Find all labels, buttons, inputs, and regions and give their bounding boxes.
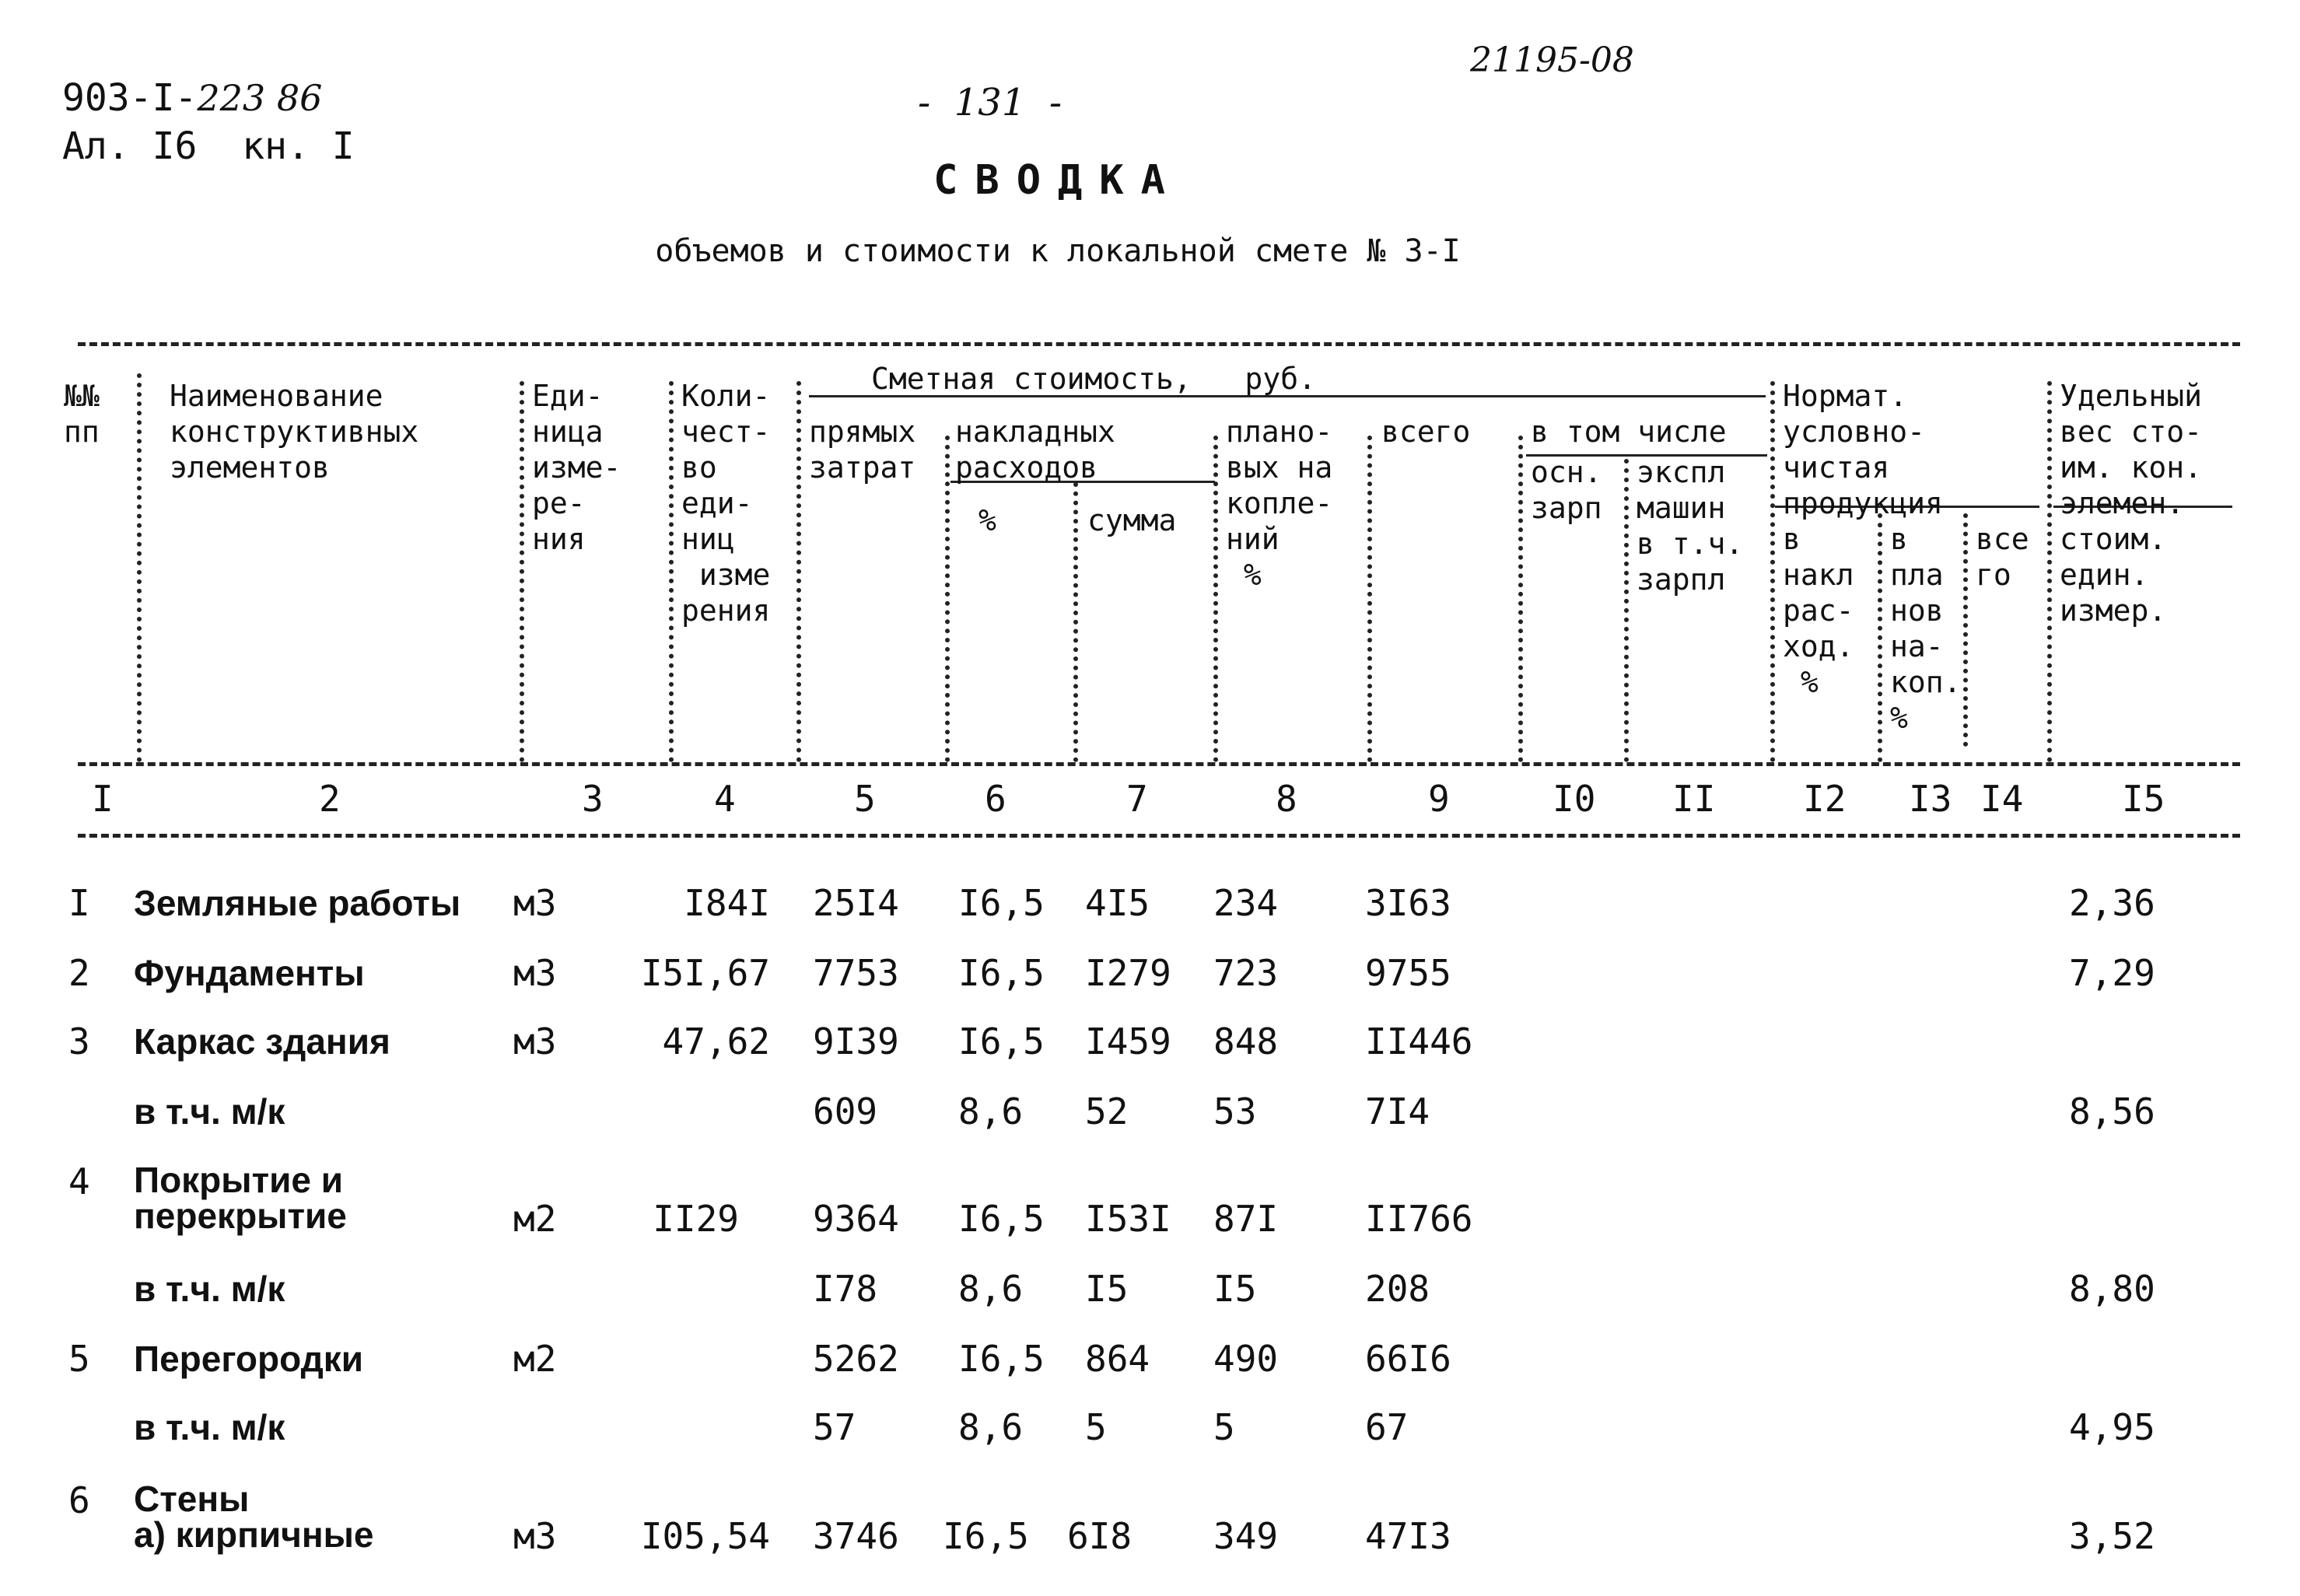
album-line: Ал. I6 кн. I bbox=[62, 124, 355, 168]
row-name: в т.ч. м/к bbox=[134, 1407, 285, 1447]
row-planned: 234 bbox=[1213, 882, 1279, 924]
column-divider bbox=[796, 381, 801, 762]
header-norm: Нормат. условно- чистая продукция bbox=[1783, 379, 1943, 520]
column-number: II bbox=[1672, 778, 1716, 820]
row-overhead-pct: 8,6 bbox=[958, 1090, 1024, 1132]
header-specific-weight: Удельный вес сто- им. кон. элемен. стоим. един. измер. bbox=[2060, 379, 2203, 628]
row-direct-cost: 609 bbox=[813, 1090, 878, 1132]
row-overhead-sum: I279 bbox=[1085, 952, 1171, 994]
page-number: - 131 - bbox=[918, 81, 1062, 124]
row-overhead-sum: 6I8 bbox=[1067, 1515, 1132, 1557]
row-number: 6 bbox=[68, 1479, 90, 1521]
row-quantity: I5I,67 bbox=[640, 952, 770, 994]
row-number: 5 bbox=[68, 1338, 90, 1380]
row-direct-cost: 9I39 bbox=[813, 1020, 899, 1062]
column-divider bbox=[669, 381, 674, 762]
row-total: 3I63 bbox=[1365, 882, 1451, 924]
row-direct-cost: 9364 bbox=[813, 1198, 899, 1240]
row-specific-weight: 8,80 bbox=[2069, 1268, 2155, 1310]
document-code bbox=[62, 75, 322, 121]
header-cost-group: Сметная стоимость, руб. bbox=[871, 362, 1316, 396]
header-incl: в том числе bbox=[1531, 415, 1727, 449]
row-direct-cost: 5262 bbox=[813, 1338, 899, 1380]
column-divider bbox=[945, 436, 950, 762]
row-name: Земляные работы bbox=[134, 883, 461, 923]
column-divider bbox=[520, 381, 524, 762]
row-overhead-pct: 8,6 bbox=[958, 1268, 1024, 1310]
handwritten-stamp: 21195-08 bbox=[1470, 40, 1634, 80]
row-overhead-sum: 52 bbox=[1085, 1090, 1129, 1132]
row-total: II446 bbox=[1365, 1020, 1473, 1062]
column-divider bbox=[1770, 381, 1775, 762]
row-direct-cost: 25I4 bbox=[813, 882, 899, 924]
row-total: 47I3 bbox=[1365, 1515, 1451, 1557]
header-bottom-rule bbox=[78, 762, 2240, 766]
table-top-rule bbox=[78, 342, 2240, 346]
row-unit: м2 bbox=[513, 1198, 557, 1240]
header-total: всего bbox=[1381, 415, 1471, 449]
header-quantity: Коли- чест- во еди- ниц изме рения bbox=[681, 379, 771, 628]
row-total: 208 bbox=[1365, 1268, 1430, 1310]
row-overhead-sum: 5 bbox=[1085, 1406, 1107, 1448]
column-number: 9 bbox=[1428, 778, 1450, 820]
page-title: СВОДКА bbox=[933, 157, 1182, 204]
header-machines: экспл машин в т.ч. зарпл bbox=[1637, 455, 1744, 597]
row-specific-weight: 3,52 bbox=[2069, 1515, 2155, 1557]
row-specific-weight: 8,56 bbox=[2069, 1090, 2155, 1132]
column-number: I4 bbox=[1980, 778, 2024, 820]
row-specific-weight: 7,29 bbox=[2069, 952, 2155, 994]
header-norm-overhead: в накл рас- ход. % bbox=[1783, 522, 1854, 699]
row-overhead-pct: I6,5 bbox=[958, 882, 1045, 924]
row-unit: м2 bbox=[513, 1338, 557, 1380]
column-number: I3 bbox=[1909, 778, 1952, 820]
header-no: №№ пп bbox=[64, 379, 100, 449]
column-number: 5 bbox=[854, 778, 876, 820]
row-specific-weight: 2,36 bbox=[2069, 882, 2155, 924]
row-overhead-pct: I6,5 bbox=[958, 952, 1045, 994]
column-number: 6 bbox=[985, 778, 1006, 820]
row-quantity: I05,54 bbox=[640, 1515, 770, 1557]
header-unit: Еди- ница изме- ре- ния bbox=[532, 379, 621, 556]
column-number: 3 bbox=[582, 778, 604, 820]
header-overhead-sum: сумма bbox=[1087, 503, 1177, 537]
row-direct-cost: 7753 bbox=[813, 952, 899, 994]
column-number: 2 bbox=[319, 778, 341, 820]
document-code-handwritten: 223 86 bbox=[197, 77, 323, 119]
column-divider bbox=[1213, 436, 1218, 762]
row-name: в т.ч. м/к bbox=[134, 1269, 285, 1309]
row-overhead-pct: I6,5 bbox=[958, 1020, 1045, 1062]
header-name: Наименование конструктивных элементов bbox=[170, 379, 419, 485]
document-code-prefix: 903-I- bbox=[62, 76, 198, 120]
column-numbers-rule bbox=[78, 834, 2240, 838]
column-divider bbox=[1367, 436, 1372, 762]
column-number: I5 bbox=[2122, 778, 2165, 820]
row-overhead-sum: I5 bbox=[1085, 1268, 1129, 1310]
row-unit: м3 bbox=[513, 1515, 557, 1557]
header-base-wage: осн. зарп bbox=[1531, 455, 1602, 525]
row-planned: 723 bbox=[1213, 952, 1279, 994]
row-name: в т.ч. м/к bbox=[134, 1091, 285, 1132]
page-subtitle: объемов и стоимости к локальной смете № 3-I bbox=[655, 233, 1461, 269]
row-overhead-sum: I459 bbox=[1085, 1020, 1171, 1062]
row-unit: м3 bbox=[513, 882, 557, 924]
row-overhead-sum: 4I5 bbox=[1085, 882, 1150, 924]
row-total: 67 bbox=[1365, 1406, 1409, 1448]
row-direct-cost: 57 bbox=[813, 1406, 856, 1448]
row-overhead-sum: I53I bbox=[1085, 1198, 1171, 1240]
row-direct-cost: 3746 bbox=[813, 1515, 899, 1557]
column-divider bbox=[1963, 513, 1968, 747]
row-unit: м3 bbox=[513, 952, 557, 994]
row-planned: 490 bbox=[1213, 1338, 1279, 1380]
row-planned: 848 bbox=[1213, 1020, 1279, 1062]
column-number: 4 bbox=[714, 778, 736, 820]
column-divider bbox=[1518, 436, 1523, 762]
row-name: Фундаменты bbox=[134, 953, 365, 993]
header-norm-planned: в пла нов на- коп. % bbox=[1890, 522, 1962, 735]
column-divider bbox=[137, 373, 142, 762]
row-total: II766 bbox=[1365, 1198, 1473, 1240]
row-planned: 53 bbox=[1213, 1090, 1257, 1132]
row-overhead-pct: I6,5 bbox=[958, 1198, 1045, 1240]
row-direct-cost: I78 bbox=[813, 1268, 878, 1310]
row-total: 66I6 bbox=[1365, 1338, 1451, 1380]
row-name: Каркас здания bbox=[134, 1021, 390, 1062]
column-number: 7 bbox=[1126, 778, 1148, 820]
header-direct: прямых затрат bbox=[809, 415, 916, 485]
header-norm-total: все го bbox=[1976, 522, 2029, 592]
row-overhead-pct: I6,5 bbox=[958, 1338, 1045, 1380]
header-overhead-pct: % bbox=[978, 503, 996, 537]
column-divider bbox=[2047, 381, 2052, 762]
row-planned: I5 bbox=[1213, 1268, 1257, 1310]
row-number: 4 bbox=[68, 1160, 90, 1202]
column-number: I0 bbox=[1553, 778, 1596, 820]
row-quantity: II29 bbox=[653, 1198, 739, 1240]
row-planned: 349 bbox=[1213, 1515, 1279, 1557]
row-quantity: I84I bbox=[684, 882, 770, 924]
row-specific-weight: 4,95 bbox=[2069, 1406, 2155, 1448]
row-number: 2 bbox=[68, 952, 90, 994]
row-name: Покрытие и перекрытие bbox=[134, 1160, 347, 1236]
column-number: I bbox=[92, 778, 114, 820]
column-divider bbox=[1624, 459, 1629, 762]
row-number: 3 bbox=[68, 1020, 90, 1062]
row-quantity: 47,62 bbox=[662, 1020, 770, 1062]
row-overhead-pct: 8,6 bbox=[958, 1406, 1024, 1448]
column-divider bbox=[1073, 482, 1078, 762]
row-unit: м3 bbox=[513, 1020, 557, 1062]
row-planned: 87I bbox=[1213, 1198, 1279, 1240]
row-overhead-sum: 864 bbox=[1085, 1338, 1150, 1380]
row-total: 7I4 bbox=[1365, 1090, 1430, 1132]
column-number: I2 bbox=[1803, 778, 1847, 820]
column-divider bbox=[1878, 513, 1882, 762]
row-name: Перегородки bbox=[134, 1339, 364, 1379]
row-number: I bbox=[68, 882, 90, 924]
row-name: Стены а) кирпичные bbox=[134, 1479, 374, 1555]
row-total: 9755 bbox=[1365, 952, 1451, 994]
column-number: 8 bbox=[1276, 778, 1297, 820]
row-planned: 5 bbox=[1213, 1406, 1235, 1448]
header-planned: плано- вых на копле- ний % bbox=[1226, 415, 1333, 592]
row-overhead-pct: I6,5 bbox=[943, 1515, 1029, 1557]
header-overhead: накладных расходов bbox=[955, 415, 1115, 485]
